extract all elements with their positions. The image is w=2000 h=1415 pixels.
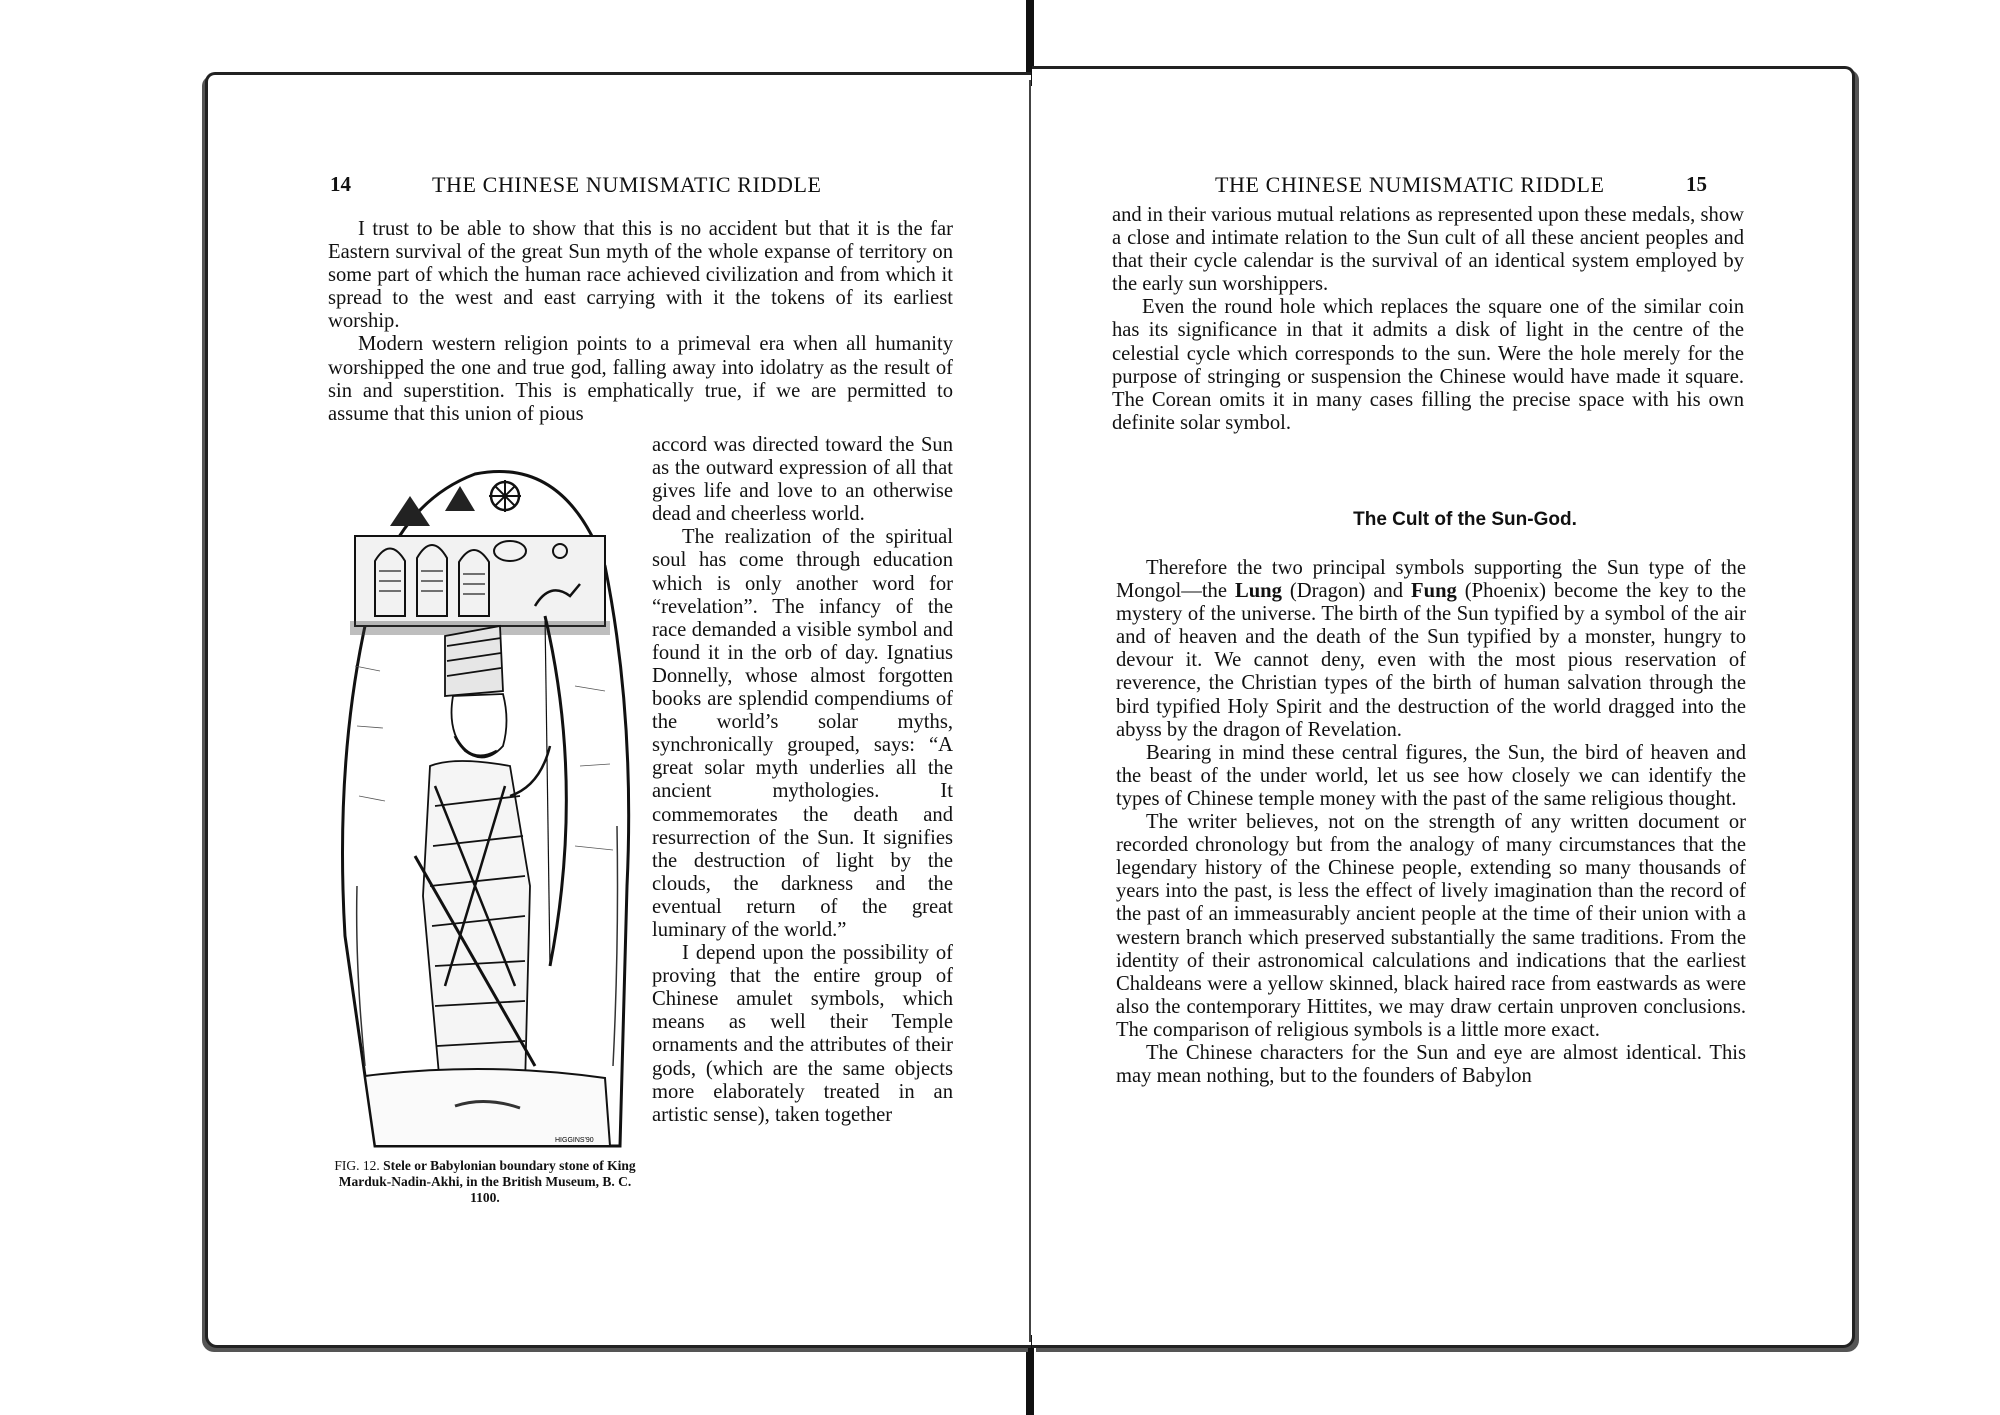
figure-caption-bold: Stele bbox=[383, 1158, 411, 1173]
gutter-line bbox=[1029, 80, 1031, 1342]
term-fung: Fung bbox=[1411, 580, 1457, 603]
right-para-4: Bearing in mind these central figures, the Sun, the bird of heaven and the beast of the under world, let us see how closely we can identify the types of Chinese temple money with the past of the same religious thought. bbox=[1116, 741, 1746, 810]
right-para-3: Therefore the two principal symbols supporting the Sun type of the Mongol—the Lung (Dragon) and Fung (Phoenix) become the key to the mystery of the universe. The birth of the Sun typified by a symbol of the air and of heaven and the death of the Sun typified by a monster, hungry to devour it. We cannot deny, even with the most pious reservation of reverence, the Christian types of the birth of human salvation through the bird typified Holy Spirit and the destruction of the world dragged into the abyss by the dragon of Revelation. bbox=[1116, 557, 1746, 741]
right-para-2: Even the round hole which replaces the square one of the similar coin has its significance in that it admits a disk of light in the centre of the celestial cycle which corresponds to the sun. Were the hole merely for the purpose of stringing or suspension the Chinese would have made it square. The Corean omits it in many cases filling the precise space with his own definite solar symbol. bbox=[1112, 296, 1744, 434]
stele-illustration bbox=[335, 466, 631, 1148]
right-top-text bbox=[1112, 204, 1744, 435]
right-para-5: The writer believes, not on the strength of any written document or recorded chronology but from the analogy of many circumstances that the legendary history of the Chinese people, extending so many thousands of years into the past, is less the effect of lively imagination than the record of the past of an immeasurably ancient people at the time of their union with a western branch which preserved substantially the same traditions. From the identity of their astronomical calculations and indications that the earliest Chaldeans were a yellow skinned, black haired race from eastwards as were also the contemporary Hittites, we may draw certain unproven conclusions. The comparison of religious symbols is a little more exact. bbox=[1116, 811, 1746, 1041]
figure-caption-label: FIG. 12. bbox=[334, 1158, 380, 1173]
figure-caption bbox=[330, 1158, 640, 1206]
right-para-1: and in their various mutual relations as represented upon these medals, show a close and intimate relation to the Sun cult of all these ancient peoples and that their cycle calendar is the survival of an identical system employed by the early sun worshippers. bbox=[1112, 204, 1744, 296]
right-para-6: The Chinese characters for the Sun and eye are almost identical. This may mean nothing, but to the founders of Babylon bbox=[1116, 1041, 1746, 1088]
right-main-text bbox=[1116, 557, 1746, 1088]
term-lung: Lung bbox=[1234, 580, 1282, 603]
left-para-1: I trust to be able to show that this is no accident but that it is the far Eastern survival of the great Sun myth of the whole expanse of territory on some part of which the human race achieved civilization and from which it spread to the west and east carrying with it the tokens of its earliest worship. bbox=[328, 218, 953, 333]
figure-caption-text: or Babylonian boundary stone of King Marduk-Nadin-Akhi, in the British Museum, B. C. 1100. bbox=[338, 1158, 636, 1205]
left-para-2: Modern western religion points to a primeval era when all humanity worshipped the one and true god, falling away into idolatry as the result of sin and superstition. This is emphatically true, if we are permitted to assume that this union of pious bbox=[328, 333, 953, 425]
left-para-4: I depend upon the possibility of proving that the entire group of Chinese amulet symbols, which means as well their Temple ornaments and the attributes of their gods, (which are the same objects more elaborately treated in an artistic sense), taken together bbox=[652, 942, 953, 1126]
left-running-head: THE CHINESE NUMISMATIC RIDDLE bbox=[432, 172, 822, 197]
left-top-text bbox=[328, 218, 953, 426]
right-page-number: 15 bbox=[1686, 172, 1707, 196]
left-para-3: The realization of the spiritual soul has come through education which is only another word for “revelation”. The infancy of the race demanded a visible symbol and found it in the orb of day. Ignatius Donnelly, whose almost forgotten books are splendid compendiums of the world’s solar myths, synchronically grouped, says: “A great solar myth underlies all the ancient mythologies. It commemorates the death and resurrection of the Sun. It signifies the destruction of light by the clouds, the darkness and the eventual return of the great luminary of the world.” bbox=[652, 526, 953, 941]
section-title: The Cult of the Sun-God. bbox=[1353, 509, 1577, 530]
left-para-2-continued: accord was directed toward the Sun as the outward expression of all that gives life and love to an otherwise dead and cheerless world. bbox=[652, 434, 953, 526]
left-page-number: 14 bbox=[330, 172, 351, 196]
figure-signature: HIGGINS'90 bbox=[555, 1137, 594, 1144]
left-side-text bbox=[652, 434, 953, 1127]
right-running-head: THE CHINESE NUMISMATIC RIDDLE bbox=[1215, 172, 1605, 197]
